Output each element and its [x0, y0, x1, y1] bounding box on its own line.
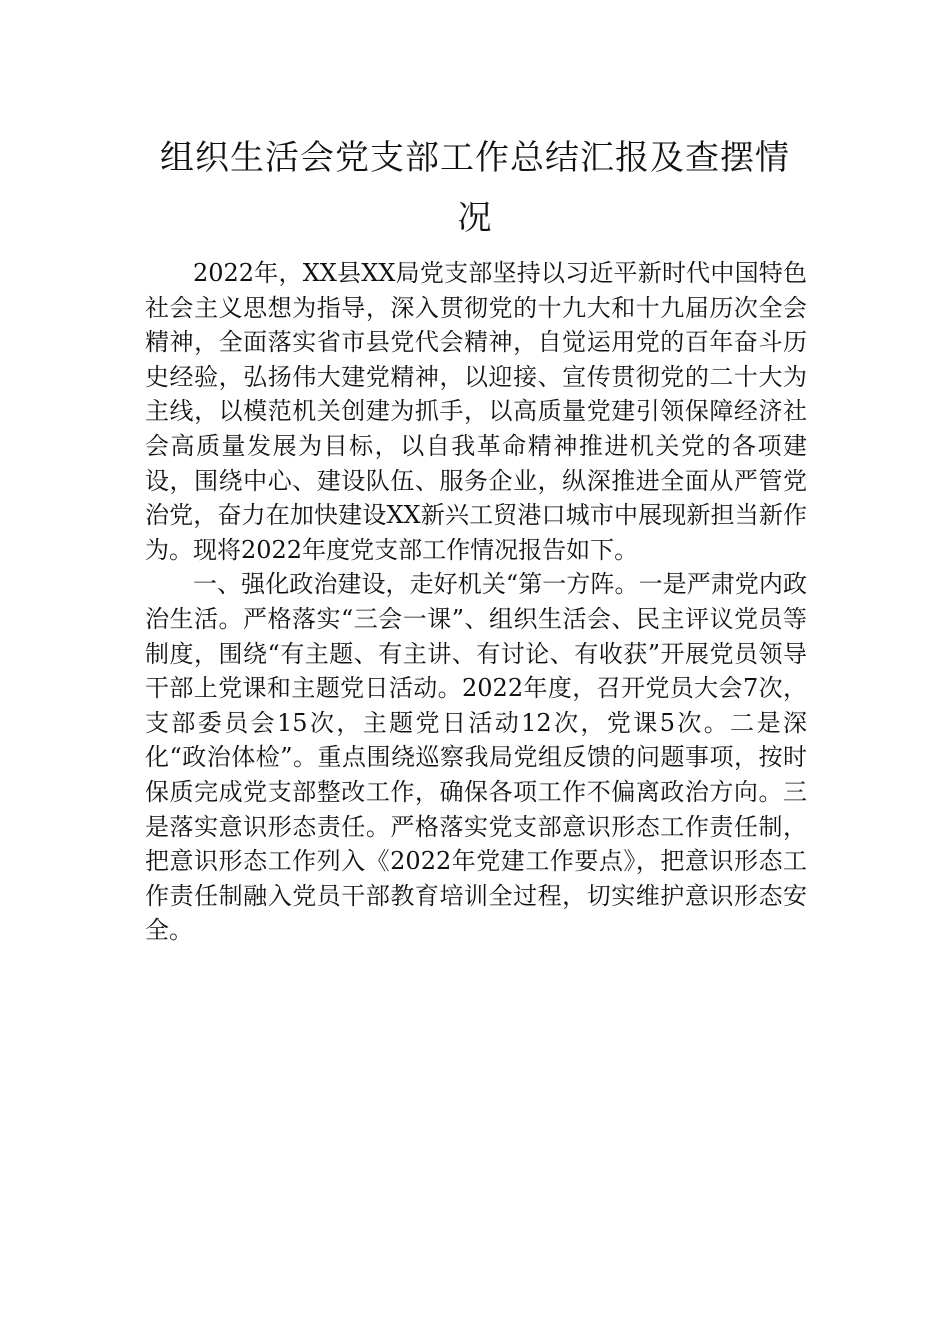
- paragraph-intro: 2022年，XX县XX局党支部坚持以习近平新时代中国特色社会主义思想为指导，深入贯彻党的十九大和十九届历次全会精神，全面落实省市县党代会精神，自觉运用党的百年奋斗历史经验，弘扬伟大建党精神，以迎接、宣传贯彻党的二十大为主线，以模范机关创建为抓手，以高质量党建引领保障经济社会高质量发展为目标，以自我革命精神推进机关党的各项建设，围绕中心、建设队伍、服务企业，纵深推进全面从严管党治党，奋力在加快建设XX新兴工贸港口城市中展现新担当新作为。现将2022年度党支部工作情况报告如下。: [145, 259, 807, 564]
- document-title: 组织生活会党支部工作总结汇报及查摆情况: [160, 138, 790, 238]
- document-body: [145, 256, 807, 948]
- paragraph-section-one: 一、强化政治建设，走好机关“第一方阵。一是严肃党内政治生活。严格落实“三会一课”、组织生活会、民主评议党员等制度，围绕“有主题、有主讲、有讨论、有收获”开展党员领导干部上党课和主题党日活动。2022年度，召开党员大会7次，支部委员会15次，主题党日活动12次，党课5次。二是深化“政治体检”。重点围绕巡察我局党组反馈的问题事项，按时保质完成党支部整改工作，确保各项工作不偏离政治方向。三是落实意识形态责任。严格落实党支部意识形态工作责任制，把意识形态工作列入《2022年党建工作要点》，把意识形态工作责任制融入党员干部教育培训全过程，切实维护意识形态安全。: [145, 570, 807, 945]
